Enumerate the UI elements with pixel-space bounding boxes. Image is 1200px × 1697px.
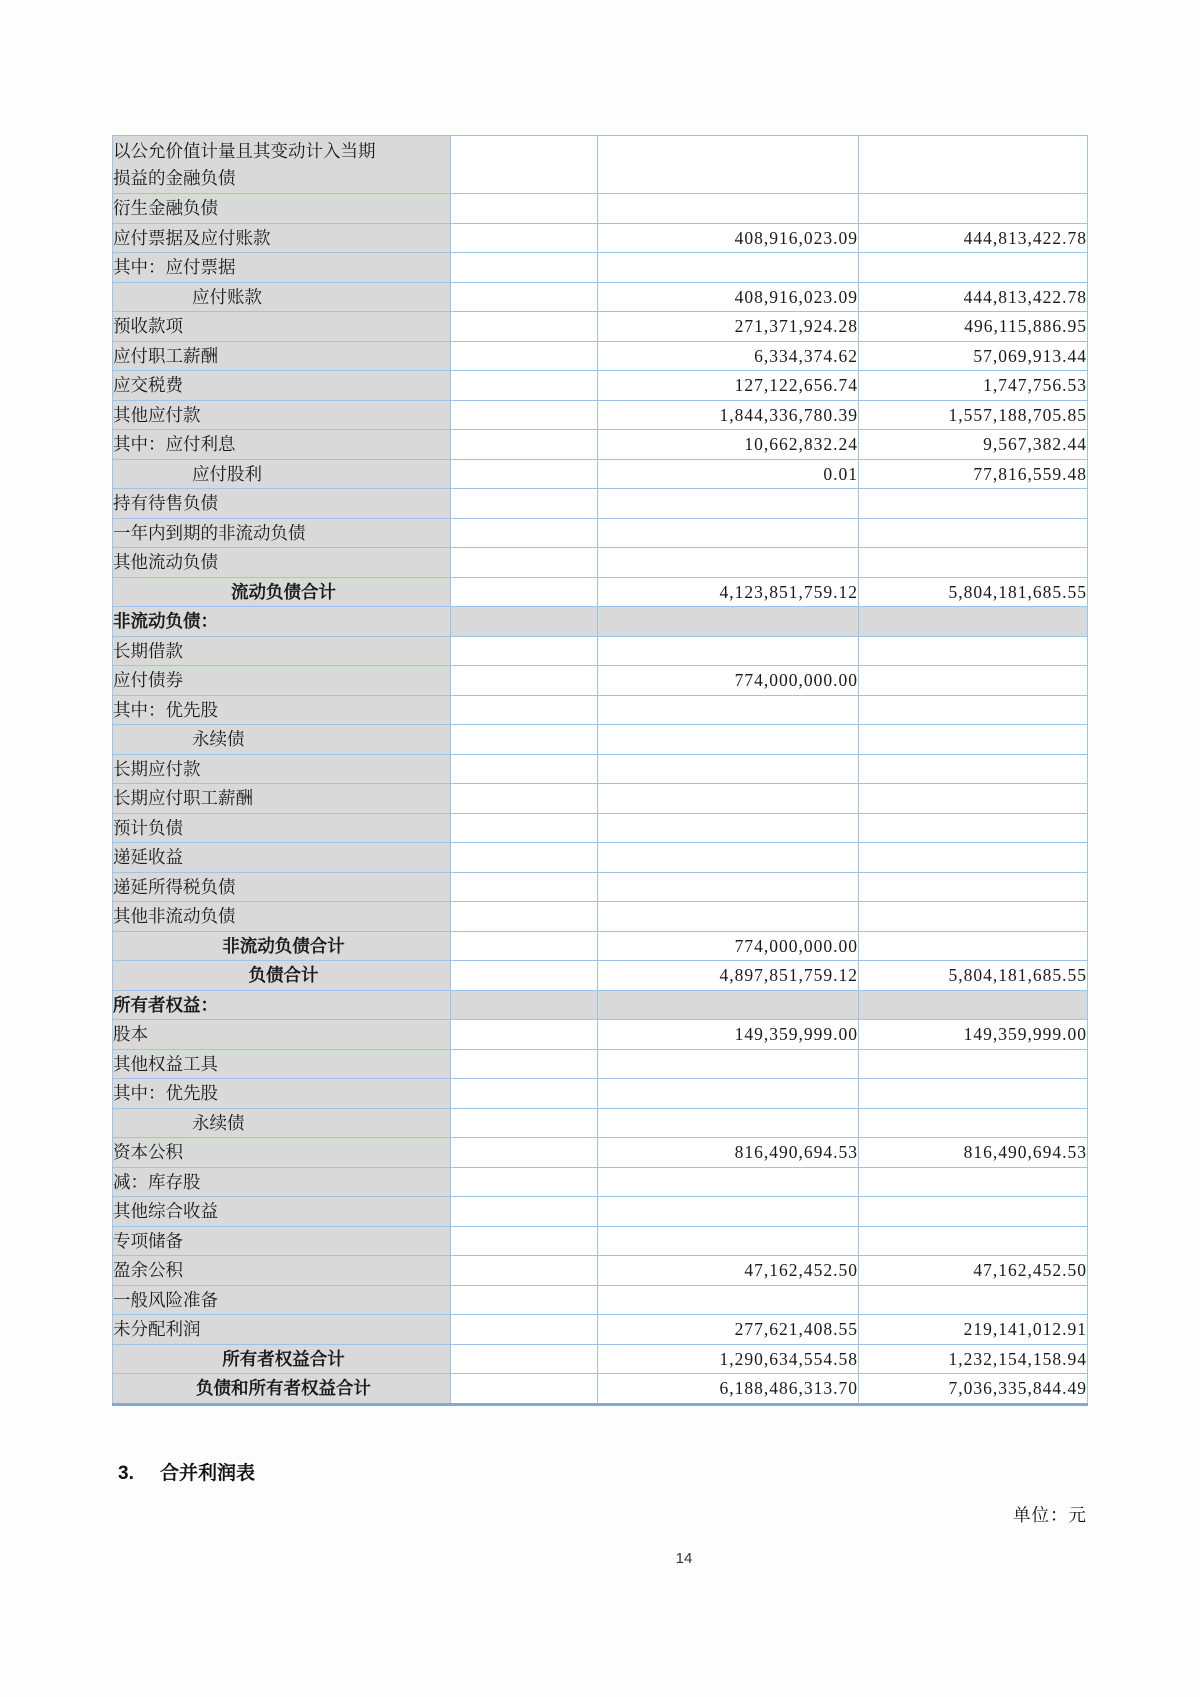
- row-beginning-balance: [859, 1197, 1088, 1227]
- row-label: 其中：优先股: [113, 695, 451, 725]
- row-label: 长期应付款: [113, 754, 451, 784]
- row-label: 负债和所有者权益合计: [113, 1374, 451, 1405]
- row-notes: [451, 1020, 598, 1050]
- row-notes: [451, 813, 598, 843]
- table-row: [113, 636, 1088, 666]
- table-row: [113, 754, 1088, 784]
- row-label: 预计负债: [113, 813, 451, 843]
- row-beginning-balance: 1,747,756.53: [859, 371, 1088, 401]
- row-beginning-balance: 57,069,913.44: [859, 341, 1088, 371]
- row-ending-balance: 0.01: [598, 459, 859, 489]
- table-row: [113, 1138, 1088, 1168]
- row-ending-balance: 47,162,452.50: [598, 1256, 859, 1286]
- row-beginning-balance: 496,115,886.95: [859, 312, 1088, 342]
- row-beginning-balance: [859, 1285, 1088, 1315]
- table-row: [113, 1020, 1088, 1050]
- row-label: 其他应付款: [113, 400, 451, 430]
- row-label: 长期应付职工薪酬: [113, 784, 451, 814]
- table-row: [113, 725, 1088, 755]
- row-notes: [451, 1108, 598, 1138]
- table-row: [113, 1049, 1088, 1079]
- row-label: 其他综合收益: [113, 1197, 451, 1227]
- row-beginning-balance: [859, 695, 1088, 725]
- table-row: [113, 312, 1088, 342]
- table-row: [113, 459, 1088, 489]
- row-beginning-balance: [859, 1079, 1088, 1109]
- row-label: 应付账款: [113, 282, 451, 312]
- page-number: 14: [675, 1550, 693, 1567]
- row-notes: [451, 607, 598, 637]
- row-notes: [451, 636, 598, 666]
- row-ending-balance: 774,000,000.00: [598, 666, 859, 696]
- row-beginning-balance: 1,232,154,158.94: [859, 1344, 1088, 1374]
- row-ending-balance: 774,000,000.00: [598, 931, 859, 961]
- row-label: 预收款项: [113, 312, 451, 342]
- row-beginning-balance: 816,490,694.53: [859, 1138, 1088, 1168]
- balance-sheet-body: [113, 136, 1088, 1405]
- row-label: 其他非流动负债: [113, 902, 451, 932]
- row-beginning-balance: [859, 902, 1088, 932]
- row-label: 盈余公积: [113, 1256, 451, 1286]
- row-label: 流动负债合计: [113, 577, 451, 607]
- table-row: [113, 1285, 1088, 1315]
- row-notes: [451, 282, 598, 312]
- row-notes: [451, 961, 598, 991]
- row-notes: [451, 754, 598, 784]
- row-notes: [451, 194, 598, 224]
- row-label: 一般风险准备: [113, 1285, 451, 1315]
- row-label: 长期借款: [113, 636, 451, 666]
- table-row: [113, 136, 1088, 194]
- table-row: [113, 902, 1088, 932]
- row-beginning-balance: [859, 931, 1088, 961]
- row-notes: [451, 253, 598, 283]
- row-ending-balance: [598, 1197, 859, 1227]
- row-ending-balance: [598, 1285, 859, 1315]
- row-notes: [451, 1374, 598, 1405]
- row-label: 其中：优先股: [113, 1079, 451, 1109]
- row-notes: [451, 1315, 598, 1345]
- table-row: [113, 1079, 1088, 1109]
- table-row: [113, 1344, 1088, 1374]
- row-notes: [451, 1256, 598, 1286]
- row-beginning-balance: 1,557,188,705.85: [859, 400, 1088, 430]
- row-ending-balance: 408,916,023.09: [598, 282, 859, 312]
- row-label: 永续债: [113, 1108, 451, 1138]
- row-ending-balance: [598, 843, 859, 873]
- table-row: [113, 961, 1088, 991]
- row-beginning-balance: [859, 990, 1088, 1020]
- row-ending-balance: [598, 754, 859, 784]
- row-label: 应付股利: [113, 459, 451, 489]
- row-label: 应交税费: [113, 371, 451, 401]
- row-notes: [451, 1226, 598, 1256]
- row-beginning-balance: [859, 725, 1088, 755]
- row-label: 所有者权益合计: [113, 1344, 451, 1374]
- row-notes: [451, 459, 598, 489]
- table-row: [113, 1256, 1088, 1286]
- table-row: [113, 1226, 1088, 1256]
- row-notes: [451, 1079, 598, 1109]
- row-beginning-balance: [859, 813, 1088, 843]
- table-row: [113, 1374, 1088, 1405]
- row-label: 非流动负债：: [113, 607, 451, 637]
- row-ending-balance: 10,662,832.24: [598, 430, 859, 460]
- row-notes: [451, 1285, 598, 1315]
- row-notes: [451, 990, 598, 1020]
- row-notes: [451, 843, 598, 873]
- row-notes: [451, 872, 598, 902]
- table-row: [113, 784, 1088, 814]
- table-row: [113, 1108, 1088, 1138]
- row-ending-balance: [598, 695, 859, 725]
- row-label: 应付债券: [113, 666, 451, 696]
- row-beginning-balance: 47,162,452.50: [859, 1256, 1088, 1286]
- row-ending-balance: 4,123,851,759.12: [598, 577, 859, 607]
- row-notes: [451, 548, 598, 578]
- row-notes: [451, 400, 598, 430]
- row-ending-balance: [598, 194, 859, 224]
- row-label: 递延收益: [113, 843, 451, 873]
- row-ending-balance: [598, 518, 859, 548]
- row-notes: [451, 136, 598, 194]
- row-ending-balance: [598, 725, 859, 755]
- table-row: [113, 872, 1088, 902]
- table-row: [113, 1197, 1088, 1227]
- table-row: [113, 194, 1088, 224]
- row-beginning-balance: [859, 136, 1088, 194]
- row-notes: [451, 312, 598, 342]
- table-row: [113, 253, 1088, 283]
- row-notes: [451, 430, 598, 460]
- table-row: [113, 931, 1088, 961]
- table-row: [113, 400, 1088, 430]
- table-row: [113, 223, 1088, 253]
- table-row: [113, 695, 1088, 725]
- row-label: 其中：应付利息: [113, 430, 451, 460]
- table-row: [113, 430, 1088, 460]
- row-ending-balance: 1,844,336,780.39: [598, 400, 859, 430]
- row-beginning-balance: [859, 754, 1088, 784]
- row-beginning-balance: [859, 843, 1088, 873]
- table-row: [113, 1315, 1088, 1345]
- balance-sheet-table: [112, 135, 1088, 1406]
- row-beginning-balance: [859, 548, 1088, 578]
- row-ending-balance: [598, 253, 859, 283]
- row-ending-balance: [598, 902, 859, 932]
- table-row: [113, 282, 1088, 312]
- row-label: 其他流动负债: [113, 548, 451, 578]
- row-ending-balance: [598, 607, 859, 637]
- row-ending-balance: 1,290,634,554.58: [598, 1344, 859, 1374]
- row-notes: [451, 371, 598, 401]
- row-ending-balance: [598, 489, 859, 519]
- row-beginning-balance: [859, 194, 1088, 224]
- row-beginning-balance: [859, 784, 1088, 814]
- row-label: 衍生金融负债: [113, 194, 451, 224]
- row-ending-balance: [598, 136, 859, 194]
- row-beginning-balance: [859, 1108, 1088, 1138]
- row-notes: [451, 1344, 598, 1374]
- row-label: 负债合计: [113, 961, 451, 991]
- row-ending-balance: [598, 813, 859, 843]
- row-ending-balance: [598, 1049, 859, 1079]
- row-beginning-balance: 5,804,181,685.55: [859, 961, 1088, 991]
- row-ending-balance: 6,188,486,313.70: [598, 1374, 859, 1405]
- row-beginning-balance: [859, 1167, 1088, 1197]
- section-heading: [118, 1458, 255, 1485]
- row-beginning-balance: [859, 253, 1088, 283]
- row-notes: [451, 1138, 598, 1168]
- row-ending-balance: [598, 636, 859, 666]
- table-row: [113, 607, 1088, 637]
- table-row: [113, 371, 1088, 401]
- row-notes: [451, 223, 598, 253]
- section-title: 合并利润表: [160, 1463, 256, 1484]
- table-row: [113, 990, 1088, 1020]
- table-row: [113, 813, 1088, 843]
- row-beginning-balance: 444,813,422.78: [859, 223, 1088, 253]
- row-ending-balance: [598, 1167, 859, 1197]
- row-beginning-balance: [859, 607, 1088, 637]
- row-ending-balance: [598, 990, 859, 1020]
- row-ending-balance: 6,334,374.62: [598, 341, 859, 371]
- row-beginning-balance: [859, 518, 1088, 548]
- row-notes: [451, 725, 598, 755]
- row-ending-balance: 4,897,851,759.12: [598, 961, 859, 991]
- row-ending-balance: 816,490,694.53: [598, 1138, 859, 1168]
- row-beginning-balance: [859, 872, 1088, 902]
- table-row: [113, 489, 1088, 519]
- row-notes: [451, 577, 598, 607]
- row-notes: [451, 518, 598, 548]
- row-ending-balance: 271,371,924.28: [598, 312, 859, 342]
- row-ending-balance: [598, 784, 859, 814]
- row-ending-balance: 127,122,656.74: [598, 371, 859, 401]
- row-notes: [451, 902, 598, 932]
- row-notes: [451, 666, 598, 696]
- row-ending-balance: [598, 1108, 859, 1138]
- row-ending-balance: [598, 1226, 859, 1256]
- row-beginning-balance: [859, 666, 1088, 696]
- row-ending-balance: 277,621,408.55: [598, 1315, 859, 1345]
- row-label: 应付票据及应付账款: [113, 223, 451, 253]
- row-label: 专项储备: [113, 1226, 451, 1256]
- row-notes: [451, 695, 598, 725]
- row-beginning-balance: 219,141,012.91: [859, 1315, 1088, 1345]
- row-label: 其他权益工具: [113, 1049, 451, 1079]
- row-label: 应付职工薪酬: [113, 341, 451, 371]
- row-ending-balance: [598, 1079, 859, 1109]
- row-notes: [451, 1197, 598, 1227]
- row-label: 递延所得税负债: [113, 872, 451, 902]
- row-label: 以公允价值计量且其变动计入当期损益的金融负债: [113, 136, 451, 194]
- row-label: 未分配利润: [113, 1315, 451, 1345]
- row-notes: [451, 784, 598, 814]
- row-beginning-balance: [859, 636, 1088, 666]
- row-label: 非流动负债合计: [113, 931, 451, 961]
- row-notes: [451, 1167, 598, 1197]
- table-row: [113, 341, 1088, 371]
- row-label: 持有待售负债: [113, 489, 451, 519]
- row-notes: [451, 1049, 598, 1079]
- row-label: 一年内到期的非流动负债: [113, 518, 451, 548]
- row-beginning-balance: [859, 489, 1088, 519]
- row-ending-balance: 149,359,999.00: [598, 1020, 859, 1050]
- row-beginning-balance: 7,036,335,844.49: [859, 1374, 1088, 1405]
- table-row: [113, 518, 1088, 548]
- row-label: 永续债: [113, 725, 451, 755]
- row-beginning-balance: 444,813,422.78: [859, 282, 1088, 312]
- section-number: 3.: [118, 1463, 134, 1484]
- row-beginning-balance: 149,359,999.00: [859, 1020, 1088, 1050]
- row-beginning-balance: [859, 1049, 1088, 1079]
- row-notes: [451, 931, 598, 961]
- unit-note: 单位：元: [1013, 1505, 1087, 1525]
- table-row: [113, 548, 1088, 578]
- table-row: [113, 1167, 1088, 1197]
- row-beginning-balance: 77,816,559.48: [859, 459, 1088, 489]
- row-label: 其中：应付票据: [113, 253, 451, 283]
- table-row: [113, 577, 1088, 607]
- row-label: 资本公积: [113, 1138, 451, 1168]
- row-notes: [451, 489, 598, 519]
- table-row: [113, 843, 1088, 873]
- table-row: [113, 666, 1088, 696]
- row-label: 所有者权益：: [113, 990, 451, 1020]
- row-beginning-balance: 5,804,181,685.55: [859, 577, 1088, 607]
- row-beginning-balance: [859, 1226, 1088, 1256]
- row-ending-balance: [598, 872, 859, 902]
- row-label: 减：库存股: [113, 1167, 451, 1197]
- row-label: 股本: [113, 1020, 451, 1050]
- row-beginning-balance: 9,567,382.44: [859, 430, 1088, 460]
- row-ending-balance: 408,916,023.09: [598, 223, 859, 253]
- row-notes: [451, 341, 598, 371]
- row-ending-balance: [598, 548, 859, 578]
